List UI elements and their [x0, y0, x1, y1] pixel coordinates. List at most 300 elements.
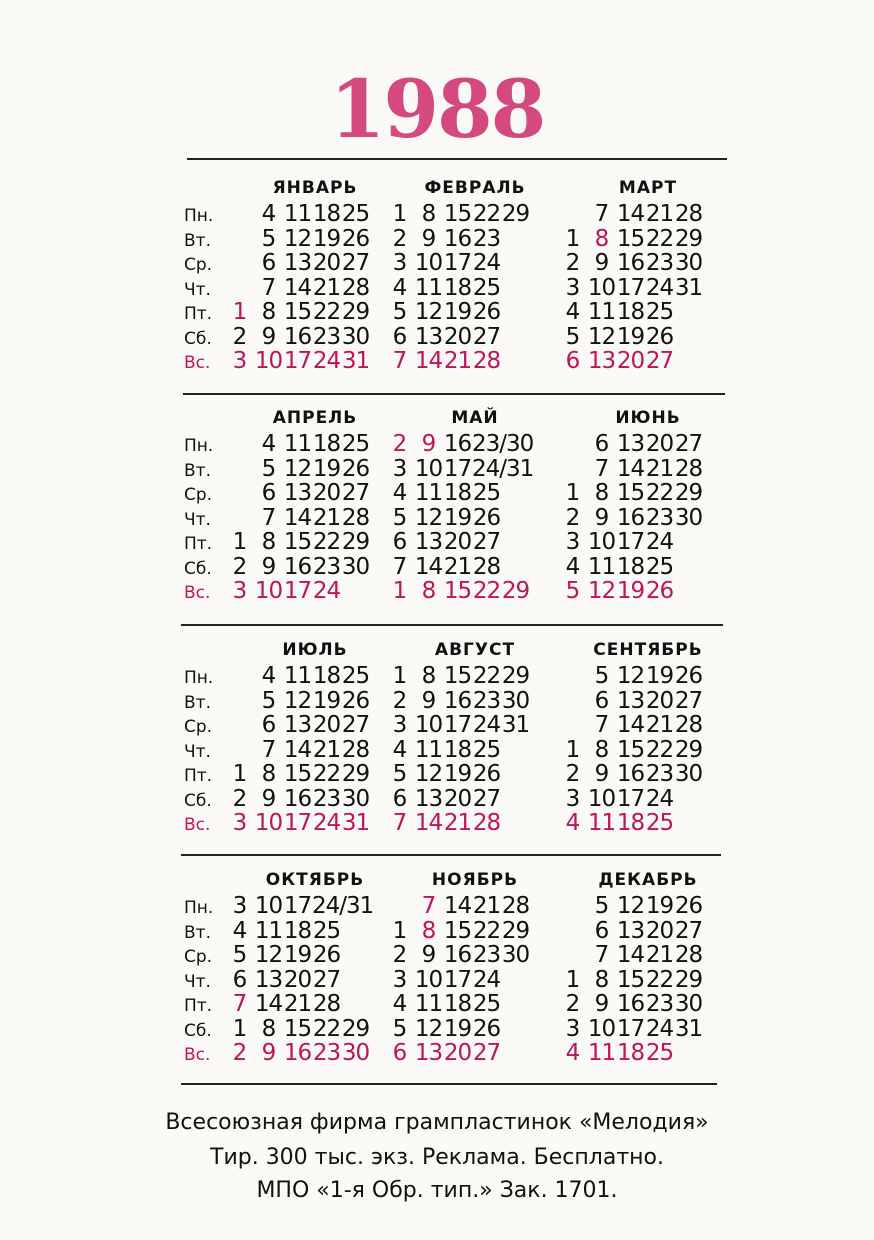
- day-cell: [674, 1041, 703, 1066]
- month-name: АПРЕЛЬ: [272, 408, 358, 428]
- day-cell: 18: [616, 299, 645, 325]
- day-cell: [501, 738, 530, 763]
- day-cell: 9: [261, 785, 276, 812]
- day-cell: 4: [392, 274, 407, 301]
- day-cell: 2: [392, 687, 407, 714]
- day-cell: 21: [645, 455, 674, 482]
- day-cell: 12: [414, 1015, 443, 1042]
- day-cell: 24: [645, 1015, 674, 1042]
- day-cell: 17: [283, 348, 312, 374]
- day-cell: 22: [312, 1015, 341, 1042]
- day-cell: 14: [616, 201, 645, 227]
- day-cell: [530, 943, 559, 968]
- day-cell: 17: [616, 785, 645, 812]
- day-cell: 2: [232, 785, 247, 812]
- day-cell: 19: [616, 323, 645, 350]
- day-cell: 22: [645, 225, 674, 252]
- day-cell: 29: [501, 663, 530, 689]
- day-cell: 14: [414, 553, 443, 580]
- day-cell: 21: [443, 348, 472, 374]
- day-cell: 19: [312, 225, 341, 252]
- day-cell: 13: [414, 1040, 443, 1066]
- day-cell: [341, 919, 370, 944]
- day-cell: 25: [312, 917, 341, 944]
- day-cell: 6: [392, 323, 407, 350]
- day-cell: 8: [261, 529, 276, 555]
- day-cell: [703, 664, 732, 689]
- day-cell: 19: [645, 893, 674, 919]
- day-cell: 22: [472, 663, 501, 689]
- day-cell: 10: [414, 712, 443, 738]
- day-cell: [674, 811, 703, 836]
- day-cell: 25: [472, 736, 501, 763]
- day-cell: 26: [645, 578, 674, 604]
- day-cell: 26: [341, 687, 370, 714]
- day-cell: 27: [472, 785, 501, 812]
- day-cell: 28: [341, 274, 370, 301]
- day-cell: 23: [312, 323, 341, 350]
- day-cell: 9: [594, 991, 609, 1017]
- day-cell: 31: [501, 712, 530, 738]
- day-cell: 29: [341, 761, 370, 787]
- day-cell: 17: [443, 455, 472, 482]
- day-cell: 28: [312, 991, 341, 1017]
- day-cell: 30: [341, 553, 370, 580]
- day-cell: 2: [565, 504, 580, 531]
- day-cell: 13: [414, 323, 443, 350]
- day-cell: [501, 276, 530, 301]
- day-cell: 22: [472, 201, 501, 227]
- day-cell: 27: [674, 917, 703, 944]
- day-cell: [674, 579, 703, 604]
- day-cell: 11: [587, 1040, 616, 1066]
- day-cell: [341, 894, 370, 919]
- month-name: МАРТ: [618, 178, 678, 198]
- day-cell: 17: [443, 966, 472, 993]
- day-cell: 16: [616, 761, 645, 787]
- footer-print-run: Тир. 300 тыс. экз. Реклама. Бесплатно.: [210, 1145, 664, 1170]
- day-cell: 13: [254, 966, 283, 993]
- day-cell: [703, 992, 732, 1017]
- day-cell: 6: [261, 250, 276, 276]
- day-cell: [501, 762, 530, 787]
- day-cell: [225, 457, 254, 482]
- day-cell: 9: [421, 225, 436, 252]
- day-cell: 22: [312, 761, 341, 787]
- day-cell: 19: [443, 299, 472, 325]
- day-cell: [341, 943, 370, 968]
- day-cell: 18: [616, 810, 645, 836]
- day-cell: 1: [392, 578, 407, 604]
- day-cell: 9: [261, 553, 276, 580]
- day-cell: 7: [392, 553, 407, 580]
- day-cell: [530, 300, 559, 325]
- day-cell: 23: [312, 785, 341, 812]
- day-cell: 2: [565, 761, 580, 787]
- day-cell: [558, 894, 587, 919]
- day-cell: 7: [232, 991, 247, 1017]
- day-cell: 25: [645, 1040, 674, 1066]
- month-name: НОЯБРЬ: [431, 870, 519, 890]
- day-cell: 21: [472, 893, 501, 919]
- day-cell: 24: [312, 578, 341, 604]
- day-cell: 27: [341, 712, 370, 738]
- day-cell: [501, 457, 530, 482]
- day-cell: 30: [341, 323, 370, 350]
- month-days: [385, 664, 559, 836]
- day-cell: 11: [587, 553, 616, 580]
- day-cell: 28: [472, 553, 501, 580]
- day-cell: 17: [283, 810, 312, 836]
- day-cell: 29: [341, 1015, 370, 1042]
- day-cell: 5: [392, 504, 407, 531]
- day-cell: 7: [594, 942, 609, 968]
- day-cell: 4: [261, 431, 276, 457]
- weekday-label: Пт.: [184, 304, 213, 324]
- day-cell: [558, 202, 587, 227]
- day-cell: 4: [232, 917, 247, 944]
- day-cell: 20: [283, 966, 312, 993]
- day-cell: 12: [254, 942, 283, 968]
- day-cell: 22: [472, 917, 501, 944]
- day-cell: 1: [232, 299, 247, 325]
- day-cell: 24/31: [312, 893, 374, 919]
- day-cell: 4: [392, 480, 407, 506]
- day-cell: [703, 276, 732, 301]
- day-cell: 11: [283, 663, 312, 689]
- day-cell: 24: [645, 274, 674, 301]
- day-cell: 29: [501, 201, 530, 227]
- day-cell: 1: [565, 480, 580, 506]
- day-cell: 22: [645, 966, 674, 993]
- day-cell: 16: [283, 785, 312, 812]
- day-cell: 15: [616, 480, 645, 506]
- month-days: [225, 894, 399, 1066]
- day-cell: 15: [616, 966, 645, 993]
- month-days: [558, 202, 732, 374]
- day-cell: 25: [645, 810, 674, 836]
- day-cell: 10: [414, 966, 443, 993]
- day-cell: 4: [565, 810, 580, 836]
- day-cell: [501, 555, 530, 580]
- day-cell: 16: [283, 1040, 312, 1066]
- day-cell: 11: [587, 810, 616, 836]
- day-cell: 12: [283, 455, 312, 482]
- day-cell: [530, 530, 559, 555]
- day-cell: [530, 811, 559, 836]
- day-cell: 20: [443, 1040, 472, 1066]
- day-cell: 27: [674, 687, 703, 714]
- day-cell: 27: [645, 348, 674, 374]
- day-cell: 9: [594, 250, 609, 276]
- day-cell: 3: [232, 810, 247, 836]
- day-cell: 26: [341, 455, 370, 482]
- day-cell: 15: [616, 225, 645, 252]
- day-cell: [703, 762, 732, 787]
- day-cell: 22: [645, 480, 674, 506]
- month-days: [558, 432, 732, 604]
- weekday-label: Вт.: [184, 460, 211, 481]
- weekday-label: Сб.: [184, 328, 212, 349]
- day-cell: [530, 506, 559, 531]
- day-cell: 11: [587, 299, 616, 325]
- day-cell: 10: [254, 810, 283, 836]
- day-cell: 20: [616, 348, 645, 374]
- day-cell: 30: [674, 761, 703, 787]
- weekday-label: Пт.: [184, 996, 213, 1016]
- month-days: [385, 894, 559, 1066]
- day-cell: 28: [341, 736, 370, 763]
- day-cell: 23: [312, 553, 341, 580]
- day-cell: [225, 481, 254, 506]
- month-days: [225, 432, 399, 604]
- day-cell: 7: [392, 810, 407, 836]
- day-cell: 30: [341, 1040, 370, 1066]
- day-cell: 27: [674, 431, 703, 457]
- day-cell: 4: [565, 299, 580, 325]
- day-cell: [530, 457, 559, 482]
- day-cell: [225, 432, 254, 457]
- divider: [181, 624, 723, 626]
- day-cell: 30: [674, 250, 703, 276]
- divider: [181, 854, 721, 856]
- day-cell: 28: [472, 348, 501, 374]
- day-cell: 30: [674, 504, 703, 531]
- day-cell: 7: [421, 893, 436, 919]
- day-cell: 20: [645, 917, 674, 944]
- day-cell: [558, 689, 587, 714]
- day-cell: 15: [616, 736, 645, 763]
- day-cell: [703, 325, 732, 350]
- day-cell: [703, 1017, 732, 1042]
- footer-publisher: Всесоюзная фирма грампластинок «Мелодия»: [165, 1110, 709, 1135]
- day-cell: [703, 919, 732, 944]
- day-cell: 17: [443, 712, 472, 738]
- day-cell: [703, 579, 732, 604]
- weekday-label: Сб.: [184, 790, 212, 811]
- day-cell: [225, 202, 254, 227]
- day-cell: 17: [283, 578, 312, 604]
- day-cell: [558, 432, 587, 457]
- weekday-label: Ср.: [184, 485, 213, 505]
- month-days: [385, 202, 559, 374]
- day-cell: 23: [645, 250, 674, 276]
- day-cell: 24: [645, 785, 674, 812]
- day-cell: [558, 713, 587, 738]
- day-cell: 13: [283, 480, 312, 506]
- day-cell: 13: [587, 348, 616, 374]
- day-cell: 7: [594, 455, 609, 482]
- day-cell: 11: [254, 917, 283, 944]
- day-cell: [530, 919, 559, 944]
- day-cell: [703, 689, 732, 714]
- day-cell: [341, 579, 370, 604]
- day-cell: 29: [674, 225, 703, 252]
- day-cell: 22: [312, 529, 341, 555]
- day-cell: 23: [312, 1040, 341, 1066]
- day-cell: 2: [232, 553, 247, 580]
- day-cell: 11: [283, 201, 312, 227]
- day-cell: 2: [392, 225, 407, 252]
- day-cell: 5: [565, 578, 580, 604]
- day-cell: 20: [645, 687, 674, 714]
- day-cell: [501, 811, 530, 836]
- day-cell: 8: [594, 225, 609, 252]
- day-cell: 2: [232, 323, 247, 350]
- month-name: ОКТЯБРЬ: [265, 870, 365, 890]
- day-cell: 1: [232, 1015, 247, 1042]
- day-cell: [501, 1017, 530, 1042]
- day-cell: 4: [392, 991, 407, 1017]
- day-cell: 1: [392, 663, 407, 689]
- day-cell: 8: [421, 578, 436, 604]
- day-cell: 26: [674, 893, 703, 919]
- day-cell: [501, 227, 530, 252]
- day-cell: 15: [443, 201, 472, 227]
- month-name: МАЙ: [451, 408, 499, 428]
- day-cell: [703, 738, 732, 763]
- day-cell: 28: [341, 504, 370, 531]
- day-cell: 19: [312, 687, 341, 714]
- divider: [187, 158, 727, 160]
- day-cell: [530, 713, 559, 738]
- day-cell: 20: [312, 250, 341, 276]
- day-cell: 5: [392, 1015, 407, 1042]
- day-cell: 14: [283, 274, 312, 301]
- day-cell: 12: [616, 893, 645, 919]
- day-cell: [703, 457, 732, 482]
- day-cell: 6: [392, 529, 407, 555]
- day-cell: 17: [283, 893, 312, 919]
- day-cell: 7: [261, 274, 276, 301]
- day-cell: 17: [443, 250, 472, 276]
- day-cell: 31: [674, 1015, 703, 1042]
- month-days: [558, 664, 732, 836]
- month-name: ИЮЛЬ: [282, 640, 348, 660]
- day-cell: 14: [443, 893, 472, 919]
- day-cell: 24: [645, 529, 674, 555]
- day-cell: 7: [392, 348, 407, 374]
- day-cell: [225, 506, 254, 531]
- day-cell: 19: [443, 761, 472, 787]
- day-cell: [530, 555, 559, 580]
- day-cell: 18: [443, 991, 472, 1017]
- day-cell: 14: [414, 810, 443, 836]
- day-cell: 10: [414, 250, 443, 276]
- day-cell: [530, 432, 559, 457]
- day-cell: 7: [261, 504, 276, 531]
- day-cell: 21: [443, 810, 472, 836]
- day-cell: 10: [587, 785, 616, 812]
- day-cell: 6: [261, 712, 276, 738]
- day-cell: 24: [472, 966, 501, 993]
- day-cell: 11: [414, 991, 443, 1017]
- day-cell: 2: [565, 250, 580, 276]
- weekday-label: Вт.: [184, 692, 211, 713]
- day-cell: [530, 894, 559, 919]
- day-cell: [703, 1041, 732, 1066]
- day-cell: 12: [616, 663, 645, 689]
- day-cell: 10: [587, 529, 616, 555]
- day-cell: [530, 1041, 559, 1066]
- day-cell: 13: [616, 917, 645, 944]
- day-cell: 19: [616, 578, 645, 604]
- day-cell: [530, 762, 559, 787]
- day-cell: 17: [616, 274, 645, 301]
- day-cell: 26: [312, 942, 341, 968]
- day-cell: 3: [232, 348, 247, 374]
- day-cell: 23: [645, 504, 674, 531]
- day-cell: 31: [341, 348, 370, 374]
- day-cell: 6: [392, 1040, 407, 1066]
- day-cell: 29: [674, 736, 703, 763]
- day-cell: 26: [341, 225, 370, 252]
- day-cell: [703, 300, 732, 325]
- day-cell: 10: [414, 455, 443, 482]
- day-cell: 30: [341, 785, 370, 812]
- day-cell: [674, 555, 703, 580]
- day-cell: 7: [594, 712, 609, 738]
- day-cell: 2: [565, 991, 580, 1017]
- day-cell: 26: [472, 761, 501, 787]
- day-cell: [530, 325, 559, 350]
- weekday-label: Вс.: [184, 815, 211, 835]
- day-cell: 11: [283, 431, 312, 457]
- day-cell: [501, 481, 530, 506]
- day-cell: 11: [414, 480, 443, 506]
- day-cell: [501, 968, 530, 993]
- day-cell: 6: [392, 785, 407, 812]
- day-cell: 14: [254, 991, 283, 1017]
- day-cell: 11: [414, 274, 443, 301]
- day-cell: 27: [312, 966, 341, 993]
- day-cell: 3: [565, 274, 580, 301]
- day-cell: 9: [594, 504, 609, 531]
- day-cell: [501, 1041, 530, 1066]
- weekday-label: Ср.: [184, 947, 213, 967]
- day-cell: [530, 992, 559, 1017]
- day-cell: [225, 664, 254, 689]
- day-cell: 20: [312, 712, 341, 738]
- day-cell: [703, 811, 732, 836]
- day-cell: 29: [501, 578, 530, 604]
- day-cell: 9: [261, 323, 276, 350]
- day-cell: 12: [587, 578, 616, 604]
- day-cell: 8: [594, 736, 609, 763]
- day-cell: [225, 713, 254, 738]
- day-cell: [530, 689, 559, 714]
- day-cell: 10: [254, 893, 283, 919]
- day-cell: 7: [261, 736, 276, 763]
- day-cell: 26: [674, 663, 703, 689]
- day-cell: [501, 530, 530, 555]
- day-cell: 5: [261, 687, 276, 714]
- day-cell: [501, 506, 530, 531]
- day-cell: 28: [472, 810, 501, 836]
- day-cell: 12: [283, 687, 312, 714]
- day-cell: [341, 968, 370, 993]
- day-cell: [530, 738, 559, 763]
- month-days: [385, 432, 559, 604]
- day-cell: [703, 894, 732, 919]
- day-cell: 24: [472, 712, 501, 738]
- day-cell: 18: [443, 274, 472, 301]
- day-cell: 16: [443, 225, 472, 252]
- day-cell: 3: [392, 250, 407, 276]
- day-cell: 13: [616, 431, 645, 457]
- day-cell: [530, 227, 559, 252]
- day-cell: 27: [341, 250, 370, 276]
